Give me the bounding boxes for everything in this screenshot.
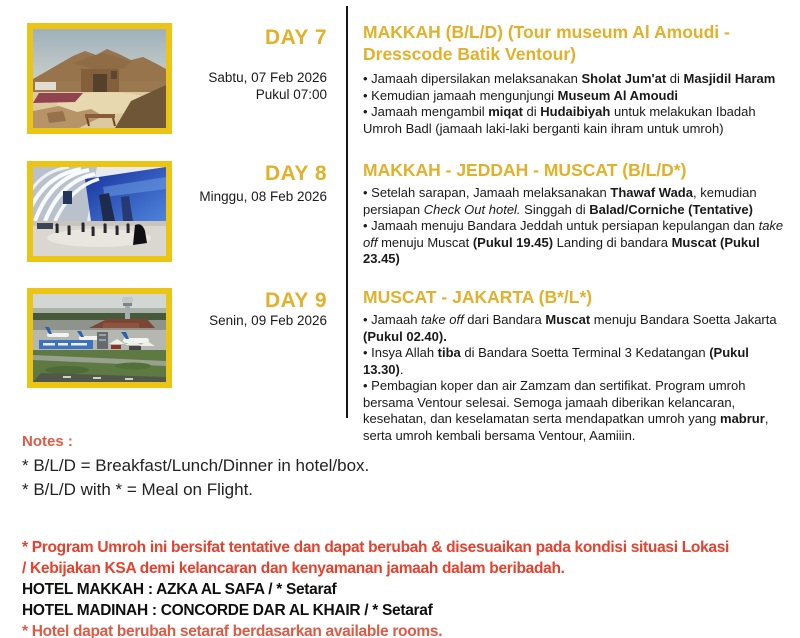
itinerary-bullet: • Kemudian jamaah mengunjungi Museum Al Amoudi	[363, 87, 679, 103]
day8-label: DAY 8	[264, 162, 327, 185]
day8-activities	[363, 185, 789, 268]
day7-time: Pukul 07:00	[255, 87, 327, 102]
itinerary-bullet: • Jamaah menuju Bandara Jeddah untuk persiapan kepulangan dan take off menuju Muscat (Pukul 19.45) Landing di bandara Muscat (Pukul 23.45)	[363, 218, 784, 266]
day9-title: MUSCAT - JAKARTA (B*/L*)	[363, 287, 593, 307]
day8-title: MAKKAH - JEDDAH - MUSCAT (B/L/D*)	[363, 160, 687, 180]
airport-terminal-illustration	[33, 167, 166, 256]
day7-activities	[363, 71, 789, 137]
hotel-madinah-line: HOTEL MADINAH : CONCORDE DAR AL KHAIR / * Setaraf	[22, 602, 433, 619]
notes-section	[22, 433, 369, 502]
notes-meal-legend: * B/L/D = Breakfast/Lunch/Dinner in hotel/box.	[22, 456, 370, 475]
program-disclaimer-line1: * Program Umroh ini bersifat tentative dan dapat berubah & disesuaikan pada kondisi situasi Lokasi	[22, 539, 730, 556]
itinerary-bullet: • Jamaah dipersilakan melaksanakan Sholat Jum'at di Masjidil Haram	[363, 71, 776, 86]
day7-date: Sabtu, 07 Feb 2026	[208, 70, 327, 85]
day7-label: DAY 7	[264, 26, 327, 49]
itinerary-bullet: • Jamaah mengambil miqat di Hudaibiyah untuk melakukan Ibadah Umroh Badl (jamaah laki-laki berganti kain ihram untuk umroh)	[363, 104, 756, 136]
footer-section	[22, 537, 794, 638]
day7-meta	[120, 69, 327, 103]
day9-label: DAY 9	[264, 289, 327, 312]
hotel-footnote-line: * Hotel dapat berubah setaraf berdasarkan available rooms.	[22, 623, 443, 638]
day8-meta	[120, 188, 327, 205]
notes-meal-flight-legend: * B/L/D with * = Meal on Flight.	[22, 480, 254, 499]
program-disclaimer-line2: / Kebijakan KSA demi kelancaran dan kenyamanan jamaah dalam beribadah.	[22, 560, 565, 577]
notes-heading: Notes :	[22, 433, 73, 450]
day9-meta	[120, 312, 327, 329]
day-description-divider	[346, 6, 348, 418]
day8-date: Minggu, 08 Feb 2026	[199, 189, 327, 204]
airport-aerial-illustration	[33, 294, 166, 382]
itinerary-bullet: • Setelah sarapan, Jamaah melaksanakan Thawaf Wada, kemudian persiapan Check Out hotel. Singgah di Balad/Corniche (Tentative)	[363, 185, 757, 217]
day9-activities	[363, 312, 789, 444]
day9-date: Senin, 09 Feb 2026	[209, 313, 327, 328]
day7-title: MAKKAH (B/L/D) (Tour museum Al Amoudi - Dresscode Batik Ventour)	[363, 22, 730, 64]
itinerary-bullet: • Jamaah take off dari Bandara Muscat menuju Bandara Soetta Jakarta (Pukul 02.40).	[363, 312, 777, 344]
itinerary-bullet: • Pembagian koper dan air Zamzam dan sertifikat. Program umroh bersama Ventour selesai. Semoga jamaah diberikan kelancaran, kesehatan, dan keselamatan serta mendapatkan umroh yang mabrur, serta umroh kembali bersama Ventour, Aamiiin.	[363, 378, 769, 443]
hotel-makkah-line: HOTEL MAKKAH : AZKA AL SAFA / * Setaraf	[22, 581, 337, 598]
itinerary-bullet: • Insya Allah tiba di Bandara Soetta Terminal 3 Kedatangan (Pukul 13.30).	[363, 345, 749, 377]
